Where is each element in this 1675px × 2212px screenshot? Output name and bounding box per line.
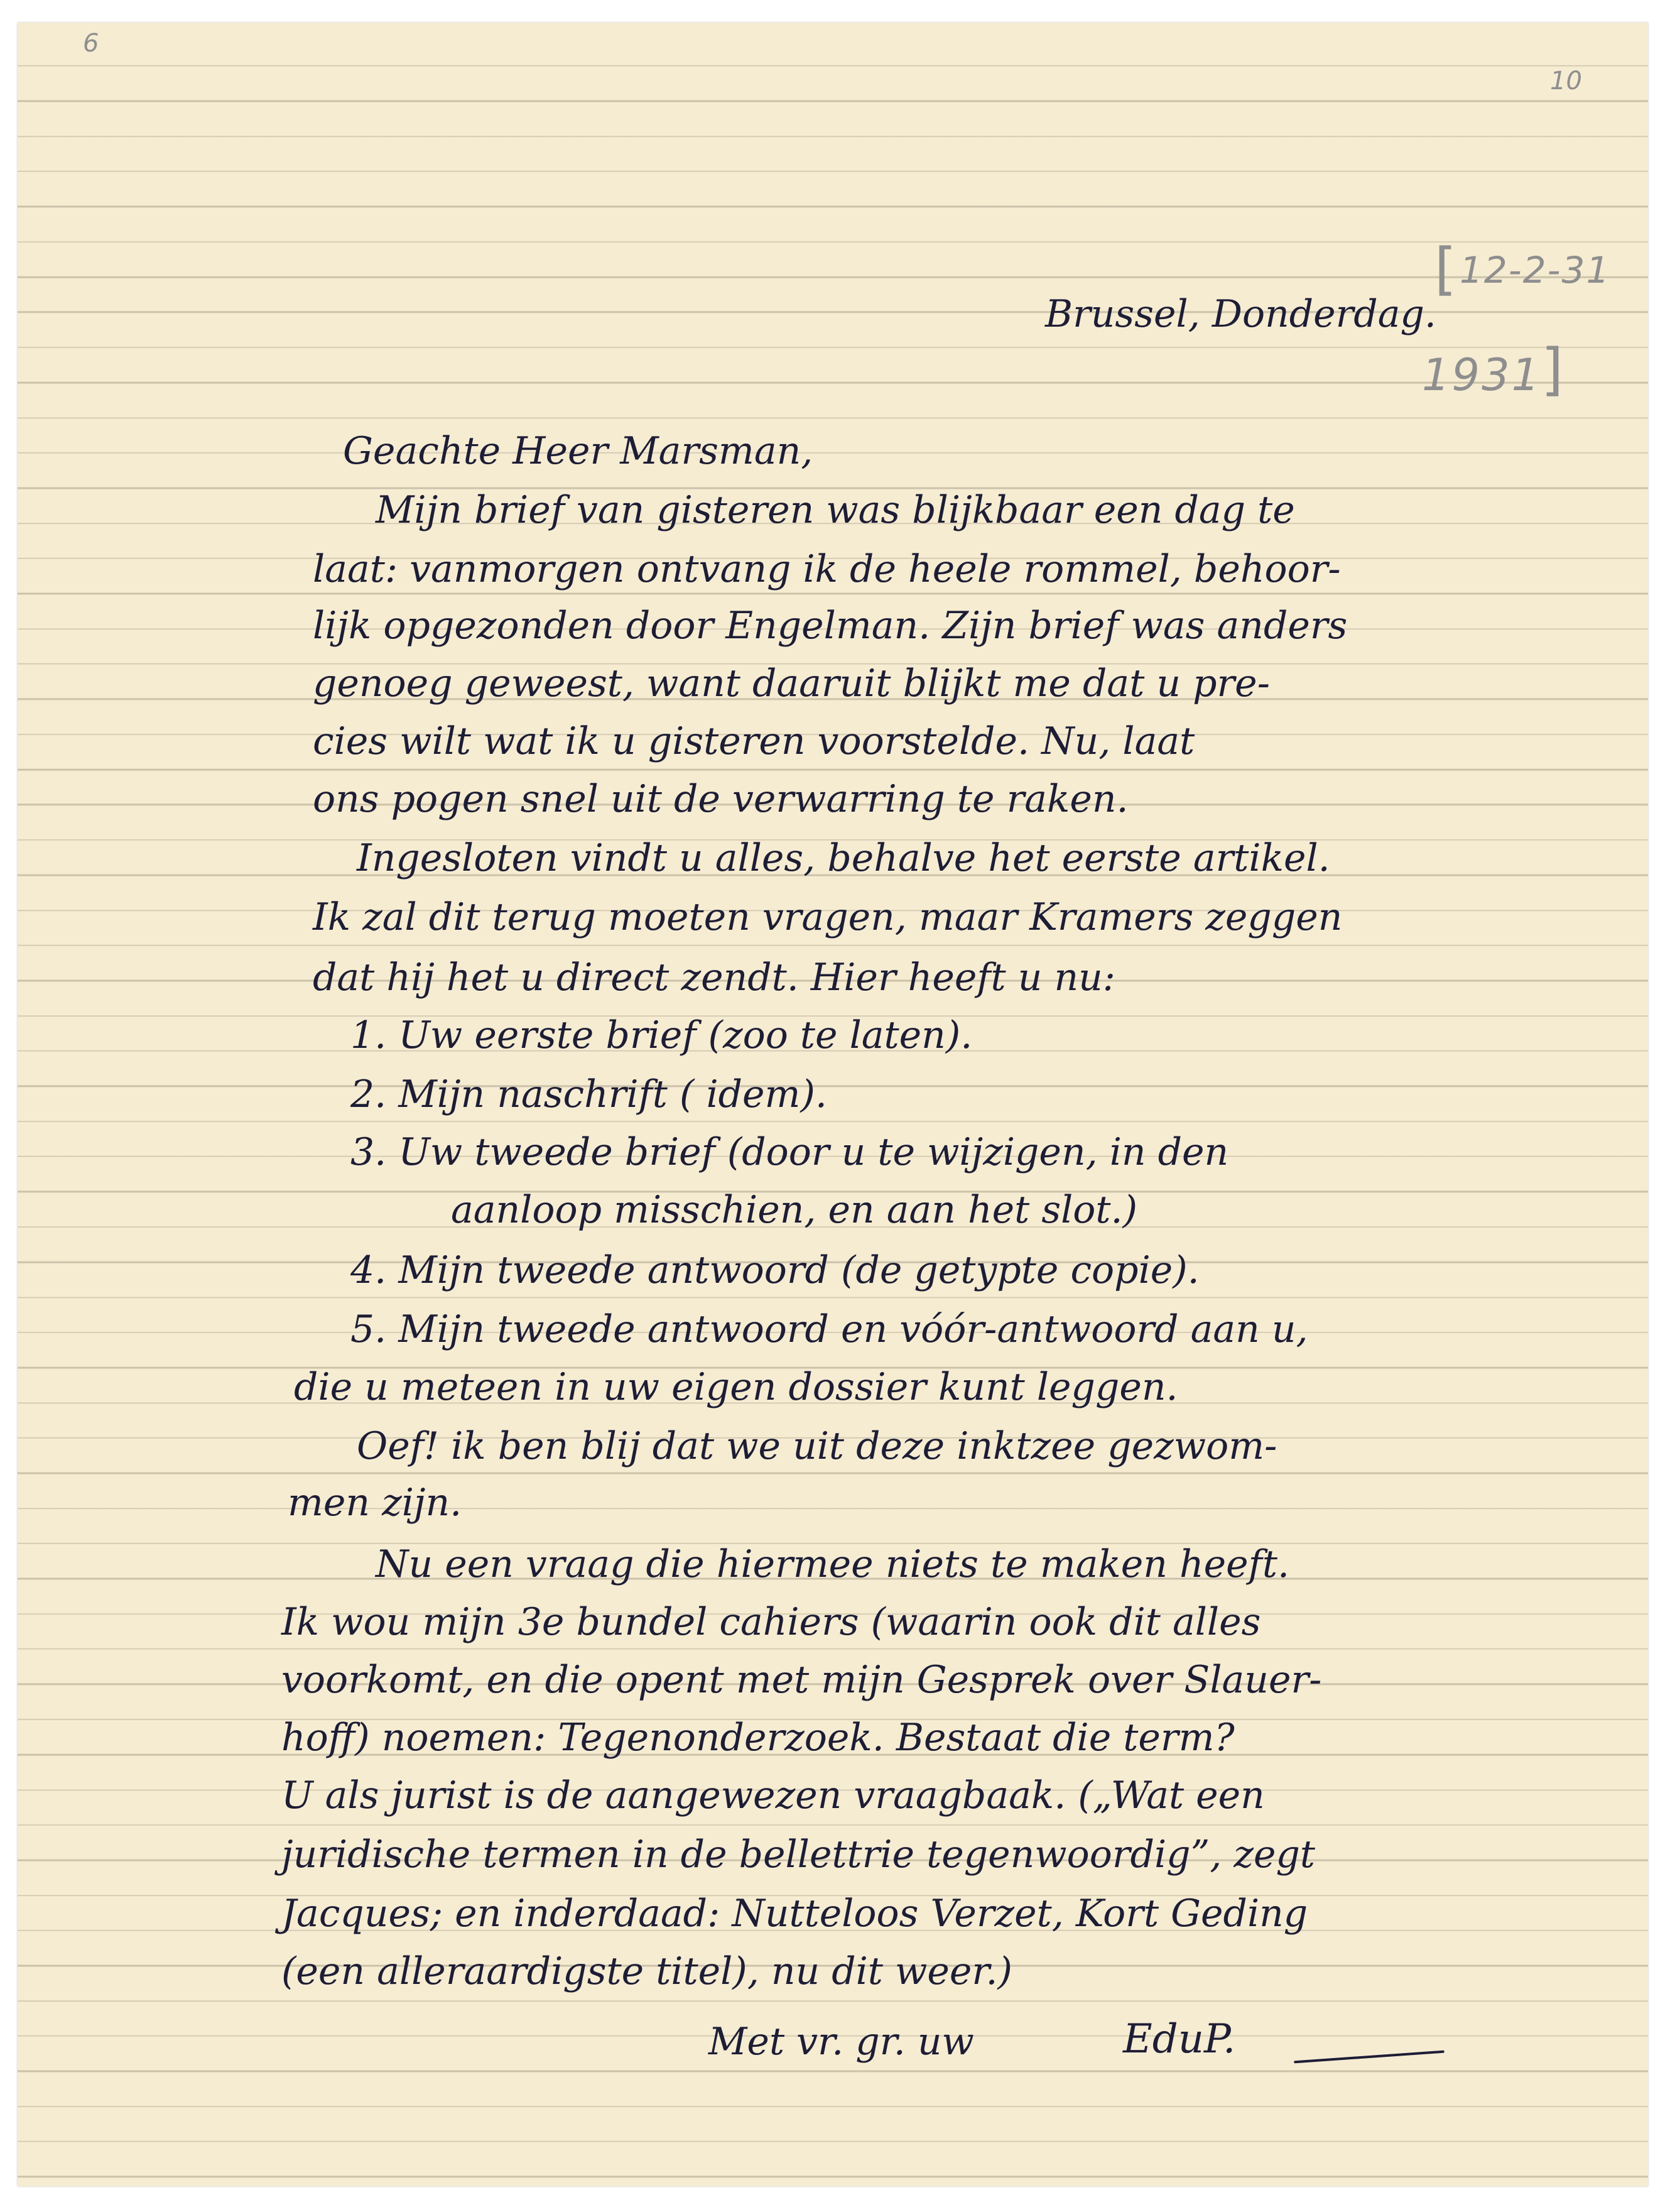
letter-line: lijk opgezonden door Engelman. Zijn brief was anders: [313, 604, 1348, 648]
list-item: 5. Mijn tweede antwoord en vóór-antwoord aan u,: [350, 1307, 1308, 1351]
list-item: 2. Mijn naschrift ( idem).: [350, 1072, 827, 1116]
list-item: 3. Uw tweede brief (door u te wijzigen, in den: [350, 1130, 1229, 1174]
letter-line: men zijn.: [288, 1481, 462, 1525]
letter-line: die u meteen in uw eigen dossier kunt leggen.: [294, 1365, 1178, 1409]
letter-line: dat hij het u direct zendt. Hier heeft u nu:: [313, 956, 1115, 1000]
list-item-continued: aanloop misschien, en aan het slot.): [451, 1188, 1138, 1232]
page-number-left: 6: [83, 29, 99, 58]
letter-line: Mijn brief van gisteren was blijkbaar een dag te: [376, 488, 1295, 532]
letter-line: cies wilt wat ik u gisteren voorstelde. Nu, laat: [313, 719, 1195, 763]
letter-line: Jacques; en inderdaad: Nutteloos Verzet, Kort Geding: [281, 1892, 1308, 1936]
pencil-date-note: 12-2-31: [1460, 249, 1611, 291]
closing: Met vr. gr. uw: [708, 2020, 974, 2064]
letter-sheet: [18, 23, 1648, 2186]
letter-line: hoff) noemen: Tegenonderzoek. Bestaat die term?: [281, 1716, 1235, 1760]
letter-line: juridische termen in de bellettrie tegenwoordig”, zegt: [281, 1833, 1316, 1877]
letter-line: Oef! ik ben blij dat we uit deze inktzee gezwom-: [357, 1424, 1277, 1468]
letter-line: Ingesloten vindt u alles, behalve het eerste artikel.: [357, 836, 1330, 880]
list-item: 1. Uw eerste brief (zoo te laten).: [350, 1013, 973, 1057]
salutation: Geachte Heer Marsman,: [343, 429, 813, 473]
signature: EduP.: [1123, 2016, 1236, 2062]
letter-line: laat: vanmorgen ontvang ik de heele rommel, behoor-: [313, 547, 1341, 591]
letter-line: voorkomt, en die opent met mijn Gesprek over Slauer-: [281, 1658, 1322, 1702]
letter-line: ons pogen snel uit de verwarring te raken.: [313, 777, 1129, 821]
place-date: Brussel, Donderdag.: [1045, 292, 1436, 336]
letter-line: genoeg geweest, want daaruit blijkt me dat u pre-: [313, 662, 1270, 706]
letter-line: Nu een vraag die hiermee niets te maken heeft.: [376, 1542, 1290, 1586]
letter-line: Ik zal dit terug moeten vragen, maar Kramers zeggen: [313, 895, 1343, 939]
letter-line: (een alleraardigste titel), nu dit weer.): [281, 1949, 1012, 1993]
page-number-right: 10: [1550, 67, 1582, 95]
date-bracket-open: [: [1434, 236, 1457, 302]
letter-line: Ik wou mijn 3e bundel cahiers (waarin ook dit alles: [281, 1600, 1261, 1644]
date-bracket-close: ]: [1541, 337, 1564, 403]
signature-flourish: [1294, 2051, 1445, 2064]
pencil-year-note: 1931: [1422, 349, 1542, 401]
list-item: 4. Mijn tweede antwoord (de getypte copie).: [350, 1248, 1200, 1292]
letter-line: U als jurist is de aangewezen vraagbaak. („Wat een: [281, 1773, 1265, 1817]
